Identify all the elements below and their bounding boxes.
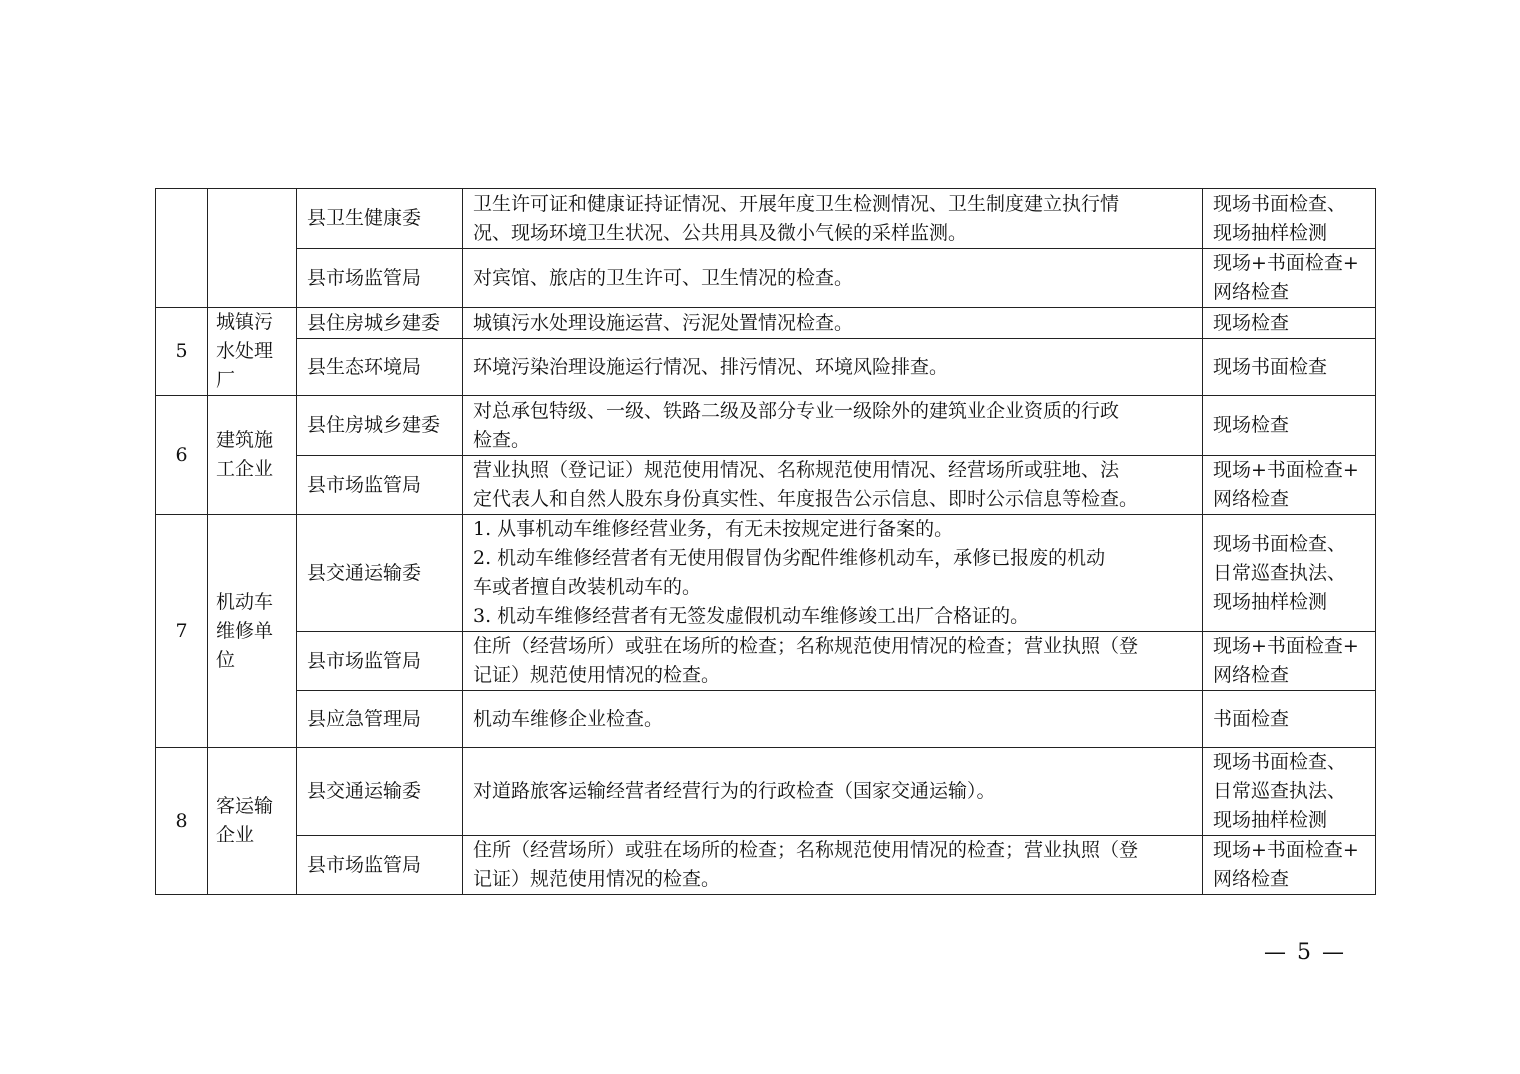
inspection-table bbox=[155, 188, 1376, 895]
table-row bbox=[156, 691, 1376, 748]
inspection-method-cell: 现场+书面检查+ 网络检查 bbox=[1203, 632, 1376, 691]
department-cell: 县应急管理局 bbox=[297, 691, 463, 748]
department-cell: 县市场监管局 bbox=[297, 456, 463, 515]
table-row bbox=[156, 515, 1376, 632]
inspection-method-cell: 现场书面检查 bbox=[1203, 339, 1376, 396]
entity-type-cell: 城镇污 水处理 厂 bbox=[208, 308, 297, 396]
row-number-cell: 7 bbox=[156, 515, 208, 748]
inspection-content-cell: 卫生许可证和健康证持证情况、开展年度卫生检测情况、卫生制度建立执行情 况、现场环境卫生状况、公共用具及微小气候的采样监测。 bbox=[463, 189, 1203, 249]
department-cell: 县交通运输委 bbox=[297, 515, 463, 632]
inspection-content-cell: 环境污染治理设施运行情况、排污情况、环境风险排查。 bbox=[463, 339, 1203, 396]
inspection-content-cell: 营业执照（登记证）规范使用情况、名称规范使用情况、经营场所或驻地、法 定代表人和自然人股东身份真实性、年度报告公示信息、即时公示信息等检查。 bbox=[463, 456, 1203, 515]
inspection-content-cell: 机动车维修企业检查。 bbox=[463, 691, 1203, 748]
inspection-content-cell: 城镇污水处理设施运营、污泥处置情况检查。 bbox=[463, 308, 1203, 339]
table-row bbox=[156, 396, 1376, 456]
table-row bbox=[156, 632, 1376, 691]
table-row bbox=[156, 339, 1376, 396]
department-cell: 县生态环境局 bbox=[297, 339, 463, 396]
entity-type-cell: 机动车 维修单 位 bbox=[208, 515, 297, 748]
inspection-method-cell: 现场检查 bbox=[1203, 308, 1376, 339]
table-row bbox=[156, 189, 1376, 249]
department-cell: 县市场监管局 bbox=[297, 249, 463, 308]
table-row bbox=[156, 748, 1376, 836]
table-row bbox=[156, 456, 1376, 515]
inspection-method-cell: 现场书面检查、 日常巡查执法、 现场抽样检测 bbox=[1203, 515, 1376, 632]
table-row bbox=[156, 308, 1376, 339]
entity-type-cell: 建筑施 工企业 bbox=[208, 396, 297, 515]
inspection-method-cell: 现场+书面检查+ 网络检查 bbox=[1203, 836, 1376, 895]
inspection-content-cell: 住所（经营场所）或驻在场所的检查；名称规范使用情况的检查；营业执照（登 记证）规范使用情况的检查。 bbox=[463, 632, 1203, 691]
inspection-method-cell: 现场书面检查、 日常巡查执法、 现场抽样检测 bbox=[1203, 748, 1376, 836]
page-number: — 5 — bbox=[1264, 940, 1346, 965]
table-row bbox=[156, 249, 1376, 308]
inspection-method-cell: 现场书面检查、 现场抽样检测 bbox=[1203, 189, 1376, 249]
inspection-method-cell: 现场+书面检查+ 网络检查 bbox=[1203, 249, 1376, 308]
entity-type-cell bbox=[208, 189, 297, 308]
department-cell: 县卫生健康委 bbox=[297, 189, 463, 249]
inspection-content-cell: 对总承包特级、一级、铁路二级及部分专业一级除外的建筑业企业资质的行政 检查。 bbox=[463, 396, 1203, 456]
inspection-method-cell: 现场检查 bbox=[1203, 396, 1376, 456]
row-number-cell: 6 bbox=[156, 396, 208, 515]
inspection-content-cell: 对道路旅客运输经营者经营行为的行政检查（国家交通运输）。 bbox=[463, 748, 1203, 836]
entity-type-cell: 客运输 企业 bbox=[208, 748, 297, 895]
department-cell: 县住房城乡建委 bbox=[297, 308, 463, 339]
inspection-content-cell: 住所（经营场所）或驻在场所的检查；名称规范使用情况的检查；营业执照（登 记证）规范使用情况的检查。 bbox=[463, 836, 1203, 895]
row-number-cell: 8 bbox=[156, 748, 208, 895]
inspection-method-cell: 现场+书面检查+ 网络检查 bbox=[1203, 456, 1376, 515]
row-number-cell bbox=[156, 189, 208, 308]
table-row bbox=[156, 836, 1376, 895]
department-cell: 县市场监管局 bbox=[297, 632, 463, 691]
row-number-cell: 5 bbox=[156, 308, 208, 396]
inspection-method-cell: 书面检查 bbox=[1203, 691, 1376, 748]
department-cell: 县市场监管局 bbox=[297, 836, 463, 895]
inspection-content-cell: 对宾馆、旅店的卫生许可、卫生情况的检查。 bbox=[463, 249, 1203, 308]
department-cell: 县交通运输委 bbox=[297, 748, 463, 836]
department-cell: 县住房城乡建委 bbox=[297, 396, 463, 456]
inspection-content-cell: 1. 从事机动车维修经营业务，有无未按规定进行备案的。 2. 机动车维修经营者有无使用假冒伪劣配件维修机动车，承修已报废的机动 车或者擅自改装机动车的。 3. 机动车维修经营者有无签发虚假机动车维修竣工出厂合格证的。 bbox=[463, 515, 1203, 632]
